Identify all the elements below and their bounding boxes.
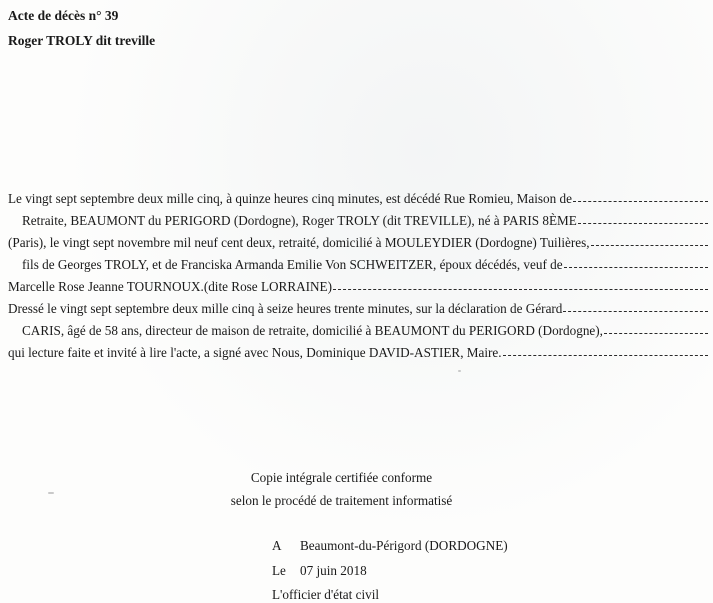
certification-line: Copie intégrale certifiée conforme — [250, 470, 433, 485]
scan-speck — [48, 492, 54, 494]
place-prefix: A — [272, 538, 282, 553]
date-prefix: Le — [272, 563, 286, 578]
dash-filler — [563, 311, 708, 312]
act-body-line — [8, 273, 708, 295]
act-body-line-text: fils de Georges TROLY, et de Franciska Armanda Emilie Von SCHWEITZER, époux décédés, veuf de — [22, 257, 563, 272]
act-body-line-text: Retraite, BEAUMONT du PERIGORD (Dordogne), Roger TROLY (dit TREVILLE), né à PARIS 8ÈME — [22, 213, 577, 228]
signature-date: 07 juin 2018 — [300, 563, 367, 578]
act-body-line — [8, 185, 708, 207]
act-body — [8, 185, 708, 361]
dash-filler — [503, 355, 708, 356]
act-body-line — [8, 207, 708, 229]
act-body-line-text: (Paris), le vingt sept novembre mil neuf cent deux, retraité, domicilié à MOULEYDIER (Dordogne) Tuilières, — [8, 235, 590, 250]
dash-filler — [564, 267, 708, 268]
signature-place: Beaumont-du-Périgord (DORDOGNE) — [300, 538, 508, 553]
deceased-name-title: Roger TROLY dit treville — [8, 33, 156, 48]
act-body-line — [8, 317, 708, 339]
act-body-line — [8, 295, 708, 317]
scan-speck — [458, 370, 461, 372]
dash-filler — [573, 201, 708, 202]
dash-filler — [591, 245, 708, 246]
act-number-title: Acte de décès n° 39 — [8, 8, 119, 23]
dash-filler — [578, 223, 708, 224]
certification-line: selon le procédé de traitement informatisé — [230, 493, 453, 508]
act-body-line-text: Le vingt sept septembre deux mille cinq, à quinze heures cinq minutes, est décédé Rue Romieu, Maison de — [8, 191, 572, 206]
act-body-line — [8, 229, 708, 251]
dash-filler — [333, 289, 708, 290]
act-body-line — [8, 251, 708, 273]
act-body-line — [8, 339, 708, 361]
act-body-line-text: Marcelle Rose Jeanne TOURNOUX.(dite Rose LORRAINE) — [8, 279, 333, 294]
act-body-line-text: qui lecture faite et invité à lire l'acte, a signé avec Nous, Dominique DAVID-ASTIER, Maire. — [8, 345, 502, 360]
dash-filler — [604, 333, 708, 334]
act-body-line-text: Dressé le vingt sept septembre deux mille cinq à seize heures trente minutes, sur la déclaration de Gérard — [8, 301, 563, 316]
officer-title: L'officier d'état civil — [272, 587, 380, 602]
act-body-line-text: CARIS, âgé de 58 ans, directeur de maison de retraite, domicilié à BEAUMONT du PERIGORD (Dordogne), — [22, 323, 603, 338]
